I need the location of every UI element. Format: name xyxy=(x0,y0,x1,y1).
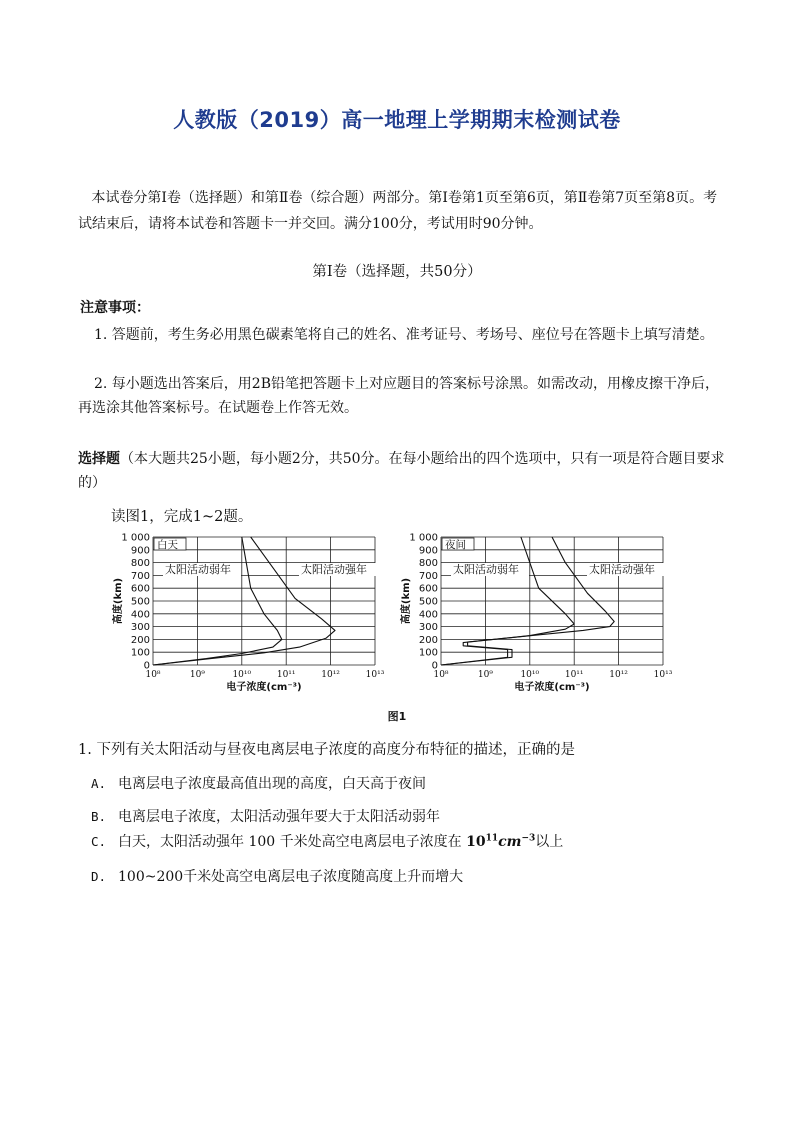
notice-item-2-text: 2. 每小题选出答案后，用2B铅笔把答题卡上对应题目的答案标号涂黑。如需改动，用橡皮擦干净后，再选涂其他答案标号。在试题卷上作答无效。 xyxy=(78,376,720,416)
choice-desc: （本大题共25小题，每小题2分，共50分。在每小题给出的四个选项中，只有一项是符合题目要求的） xyxy=(78,451,725,491)
figure-1-charts xyxy=(105,525,695,715)
series-annotation: 太阳活动弱年 xyxy=(453,563,519,576)
option-a-text: 电离层电子浓度最高值出现的高度，白天高于夜间 xyxy=(118,776,426,792)
y-tick-label: 300 xyxy=(130,622,150,634)
y-tick-label: 100 xyxy=(418,647,438,659)
x-tick-label: 10¹¹ xyxy=(276,670,296,680)
notice-title: 注意事项： xyxy=(80,300,150,316)
figure-caption: 图1 xyxy=(387,710,407,723)
x-axis-label: 电子浓度(cm⁻³) xyxy=(514,682,590,693)
read-figure-instruction: 读图1，完成1~2题。 xyxy=(111,509,253,525)
y-tick-label: 500 xyxy=(130,596,150,608)
x-tick-label: 10¹⁰ xyxy=(232,670,252,680)
chart-panel-1 xyxy=(111,533,385,694)
option-c-math-exp: 11 xyxy=(485,833,499,844)
option-d[interactable] xyxy=(91,866,463,886)
y-tick-label: 600 xyxy=(130,583,150,595)
question-1-stem: 1. 下列有关太阳活动与昼夜电离层电子浓度的高度分布特征的描述，正确的是 xyxy=(78,742,575,758)
x-tick-label: 10¹⁰ xyxy=(520,670,540,680)
x-tick-label: 10⁹ xyxy=(477,670,493,680)
y-tick-label: 1 000 xyxy=(409,532,438,544)
y-tick-label: 900 xyxy=(418,545,438,557)
y-tick-label: 700 xyxy=(418,570,438,582)
x-tick-label: 10¹³ xyxy=(365,670,385,680)
x-tick-label: 10⁹ xyxy=(189,670,205,680)
option-c-label: C. xyxy=(91,834,107,849)
option-c[interactable] xyxy=(91,831,563,851)
x-axis-label: 电子浓度(cm⁻³) xyxy=(226,682,302,693)
option-c-math-unit-exp: −3 xyxy=(521,833,536,844)
y-tick-label: 700 xyxy=(130,570,150,582)
option-c-math-unit: cm xyxy=(498,834,522,850)
series-annotation: 太阳活动弱年 xyxy=(165,563,231,576)
notice-item-1-text: 1. 答题前，考生务必用黑色碳素笔将自己的姓名、准考证号、考场号、座位号在答题卡上填写清楚。 xyxy=(94,327,714,343)
option-d-label: D. xyxy=(91,869,107,884)
y-tick-label: 400 xyxy=(130,609,150,621)
panel-label: 白天 xyxy=(157,539,178,551)
x-tick-label: 10¹² xyxy=(321,670,340,680)
y-tick-label: 500 xyxy=(418,596,438,608)
y-tick-label: 400 xyxy=(418,609,438,621)
section-heading: 第Ⅰ卷（选择题，共50分） xyxy=(312,264,482,280)
y-tick-label: 800 xyxy=(418,558,438,570)
y-tick-label: 200 xyxy=(130,634,150,646)
intro-paragraph xyxy=(78,185,728,237)
y-tick-label: 300 xyxy=(418,622,438,634)
y-tick-label: 1 000 xyxy=(121,532,150,544)
series-annotation: 太阳活动强年 xyxy=(301,563,367,576)
x-tick-label: 10¹² xyxy=(609,670,628,680)
x-tick-label: 10⁸ xyxy=(145,670,161,680)
chart-panel-2 xyxy=(399,533,673,694)
y-tick-label: 0 xyxy=(143,660,150,672)
intro-text: 本试卷分第Ⅰ卷（选择题）和第Ⅱ卷（综合题）两部分。第Ⅰ卷第1页至第6页，第Ⅱ卷第7页至第8页。考试结束后，请将本试卷和答题卡一并交回。满分100分，考试用时90分钟。 xyxy=(78,190,718,232)
choice-section-heading xyxy=(78,447,738,495)
y-tick-label: 100 xyxy=(130,647,150,659)
choice-label: 选择题 xyxy=(78,451,120,467)
y-axis-label: 高度(km) xyxy=(113,577,124,625)
option-d-text: 100~200千米处高空电离层电子浓度随高度上升而增大 xyxy=(118,869,464,885)
option-c-math-base: 10 xyxy=(466,834,486,850)
option-b-text: 电离层电子浓度，太阳活动强年要大于太阳活动弱年 xyxy=(118,809,440,825)
notice-item-1 xyxy=(78,323,728,347)
option-a-label: A. xyxy=(91,776,107,791)
notice-item-2 xyxy=(78,372,728,420)
x-tick-label: 10⁸ xyxy=(433,670,449,680)
y-tick-label: 900 xyxy=(130,545,150,557)
y-tick-label: 0 xyxy=(431,660,438,672)
document-title: 人教版（2019）高一地理上学期期末检测试卷 xyxy=(173,108,621,132)
x-tick-label: 10¹¹ xyxy=(564,670,584,680)
series-annotation: 太阳活动强年 xyxy=(589,563,655,576)
panel-label: 夜间 xyxy=(445,539,466,551)
y-tick-label: 200 xyxy=(418,634,438,646)
y-tick-label: 800 xyxy=(130,558,150,570)
option-a[interactable] xyxy=(91,773,426,793)
option-c-text-after: 以上 xyxy=(535,834,564,850)
x-tick-label: 10¹³ xyxy=(653,670,673,680)
y-axis-label: 高度(km) xyxy=(401,577,412,625)
y-tick-label: 600 xyxy=(418,583,438,595)
option-b-label: B. xyxy=(91,809,107,824)
option-c-text: 白天，太阳活动强年 100 千米处高空电离层电子浓度在 xyxy=(118,834,467,850)
option-b[interactable] xyxy=(91,806,440,826)
